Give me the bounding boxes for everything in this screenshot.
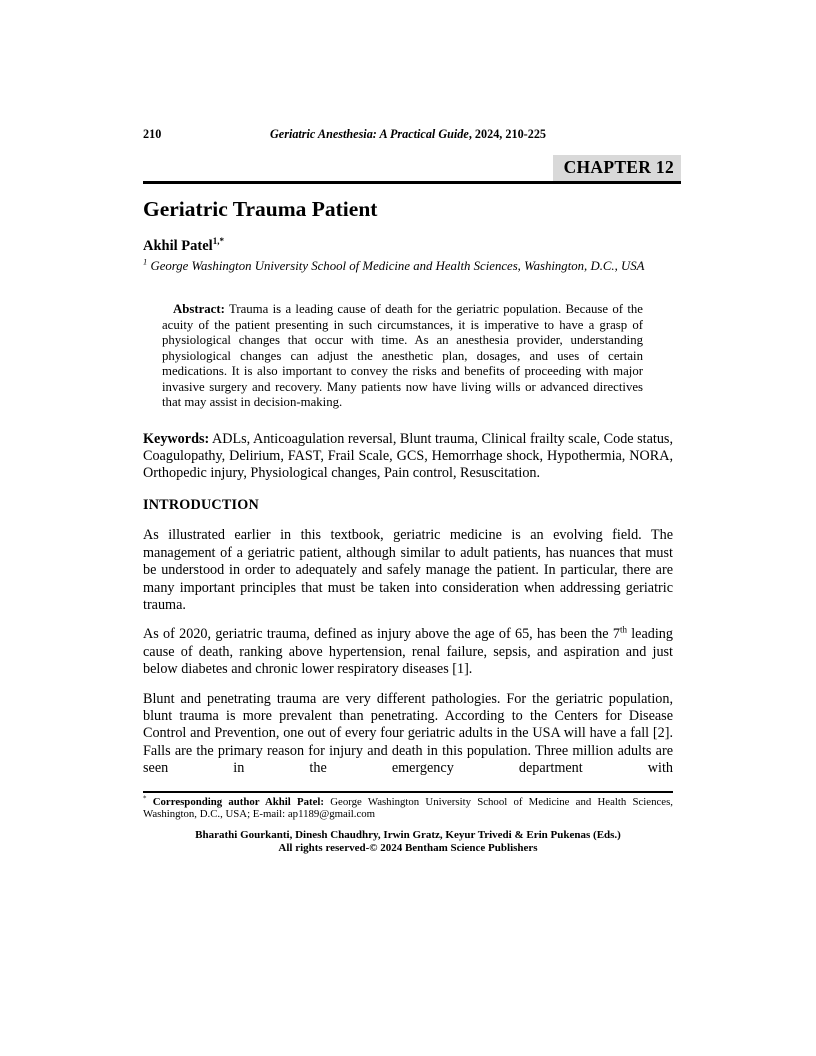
abstract-label: Abstract: [173,302,225,316]
paragraph-2 [143,626,673,678]
affiliation-superscript: 1 [143,256,148,267]
footnote-marker: * [143,794,147,803]
author-line [143,237,673,256]
copyright-line: All rights reserved-© 2024 Bentham Science Publishers [278,842,538,855]
chapter-rule [143,155,681,184]
paragraph-2-text: As of 2020, geriatric trauma, defined as injury above the age of 65, has been the 7 [143,626,620,643]
keywords [143,431,673,483]
page-number: 210 [143,127,162,141]
book-title: Geriatric Anesthesia: A Practical Guide [269,127,469,141]
chapter-label: CHAPTER 12 [553,155,681,181]
imprint [143,829,673,855]
citation-suffix: , 2024, 210-225 [468,127,547,141]
paragraph-3: Blunt and penetrating trauma are very different pathologies. For the geriatric population, blunt trauma is more prevalent than penetrating. According to the Centers for Disease Control and Prevention, one out of every four geriatric adults in the USA will have a fall [2]. Falls are the primary reason for injury and death in this population. Three million adults are seen in the emergency department with [143,690,673,777]
running-header [143,127,673,142]
footnote-text: George Washington University School of Medicine and Health Sciences, Washington, D.C., USA; E-mail: ap1189@gmail.com [143,795,673,821]
ordinal-superscript: th [619,624,627,635]
editors-line: Bharathi Gourkanti, Dinesh Chaudhry, Irwin Gratz, Keyur Trivedi & Erin Pukenas (Eds.) [195,829,621,842]
paragraph-2-text-cont: leading cause of death, ranking above hypertension, renal failure, sepsis, and aspiration and just below diabetes and chronic lower respiratory diseases [1]. [143,626,673,678]
footnote-label: Corresponding author Akhil Patel: [146,795,325,808]
paragraph-1: As illustrated earlier in this textbook, geriatric medicine is an evolving field. The management of a geriatric patient, although similar to adult patients, has nuances that must be understood in order to adequately and safely manage the patient. In particular, there are many important principles that must be taken into consideration when addressing geriatric trauma. [143,527,673,614]
affiliation [143,258,673,275]
chapter-title: Geriatric Trauma Patient [143,197,378,221]
author-name: Akhil Patel [143,238,213,254]
abstract-text: Trauma is a leading cause of death for the geriatric population. Because of the acuity of the patient presenting in such circumstances, it is imperative to have a grasp of physiological changes that occur with time. As an anesthesia provider, understanding physiological changes can adjust the anesthetic plan, dosages, and uses of certain medications. It is also important to convey the risks and benefits of proceeding with major invasive surgery and recovery. Many patients now have living wills or advanced directives that may assist in decision-making. [162,302,643,409]
author-superscript: 1,* [212,236,224,247]
keywords-text: ADLs, Anticoagulation reversal, Blunt trauma, Clinical frailty scale, Code status, Coagulopathy, Delirium, FAST, Frail Scale, GCS, Hemorrhage shock, Hypothermia, NORA, Orthopedic injury, Physiological changes, Pain control, Resuscitation. [143,430,673,482]
footnote [143,791,673,822]
section-heading-introduction: INTRODUCTION [143,497,259,514]
affiliation-text: George Washington University School of Medicine and Health Sciences, Washington, D.C., USA [147,259,645,273]
running-title [203,127,613,142]
keywords-label: Keywords: [143,430,210,447]
abstract [143,302,673,411]
